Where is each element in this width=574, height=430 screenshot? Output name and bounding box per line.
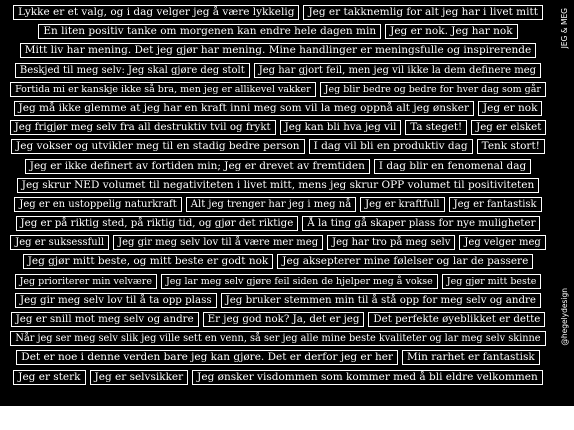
affirmation-chip: Jeg ønsker visdommen som kommer med å bli eldre velkommen [192,370,543,385]
designer-handle: @hegelydesign [560,288,569,346]
affirmation-chip: Det er noe i denne verden bare jeg kan gjøre. Det er derfor jeg er her [16,350,398,365]
affirmation-chip: Jeg er suksessfull [10,235,109,250]
affirmation-chip: Tenk stort! [477,139,545,154]
affirmation-chip: Jeg prioriterer min velvære [15,274,157,289]
affirmation-chip: Jeg velger meg [459,235,545,250]
affirmation-chip: I dag vil bli en produktiv dag [309,139,473,154]
affirmation-chip: Jeg må ikke glemme at jeg har en kraft inni meg som vil la meg oppnå alt jeg ønsker [14,101,474,116]
affirmation-chip: Jeg er nok. Jeg har nok [385,24,517,39]
affirmation-row [10,82,546,97]
affirmation-row [10,216,546,231]
affirmation-row [10,235,546,250]
affirmation-chip: Jeg gjør mitt beste [442,274,542,289]
affirmation-chip: Jeg lar meg selv gjøre feil siden de hjelper meg å vokse [161,274,438,289]
brand-label: JEG & MEG [560,8,569,49]
affirmation-row [10,370,546,385]
affirmation-row [10,101,546,116]
affirmation-row [10,312,546,327]
affirmation-row [10,43,546,58]
affirmation-row [10,350,546,365]
affirmation-chip: Jeg kan bli hva jeg vil [280,120,402,135]
affirmation-chip: Ta steget! [405,120,467,135]
affirmation-chip: Jeg er selvsikker [90,370,189,385]
affirmation-row [10,254,546,269]
affirmation-chip: Jeg gir meg selv lov til å ta opp plass [15,293,217,308]
affirmation-chip: Jeg er snill mot meg selv og andre [11,312,199,327]
affirmation-chip: Jeg har gjort feil, men jeg vil ikke la dem definere meg [254,63,541,78]
affirmation-row [10,63,546,78]
affirmation-chip: Jeg er sterk [13,370,85,385]
affirmation-chip: En liten positiv tanke om morgenen kan endre hele dagen min [38,24,381,39]
affirmation-row [10,331,546,346]
affirmation-row [10,139,546,154]
affirmation-chip: Jeg har tro på meg selv [327,235,455,250]
affirmation-row [10,120,546,135]
affirmation-chip: Er jeg god nok? Ja, det er jeg [203,312,365,327]
affirmation-chip: Jeg er fantastisk [449,197,542,212]
affirmation-chip: Min rarhet er fantastisk [402,350,540,365]
affirmation-chip: I dag blir en fenomenal dag [374,159,531,174]
affirmation-chip: Lykke er et valg, og i dag velger jeg å være lykkelig [13,5,299,20]
affirmation-chip: Jeg er en ustoppelig naturkraft [14,197,181,212]
affirmation-chip: Jeg blir bedre og bedre for hver dag som går [320,82,546,97]
affirmation-chip: Jeg gjør mitt beste, og mitt beste er godt nok [23,254,274,269]
affirmation-row [10,293,546,308]
affirmation-chip: Jeg er nok [478,101,543,116]
affirmation-chip: Jeg er ikke definert av fortiden min; Jeg er drevet av fremtiden [25,159,370,174]
affirmation-chip: Å la ting gå skaper plass for nye muligheter [302,216,540,231]
affirmation-chip: Alt jeg trenger har jeg i meg nå [186,197,356,212]
affirmation-chip: Jeg er på riktig sted, på riktig tid, og gjør det riktige [16,216,299,231]
affirmation-chip: Jeg er kraftfull [360,197,444,212]
affirmation-chip: Jeg er takknemlig for alt jeg har i livet mitt [303,5,542,20]
affirmation-chip: Fortida mi er kanskje ikke så bra, men jeg er allikevel vakker [10,82,316,97]
affirmation-chip: Jeg aksepterer mine følelser og lar de passere [277,254,533,269]
affirmation-chip: Jeg vokser og utvikler meg til en stadig bedre person [11,139,304,154]
affirmation-row [10,159,546,174]
affirmation-row [10,24,546,39]
affirmation-row [10,5,546,20]
affirmation-chip: Jeg bruker stemmen min til å stå opp for meg selv og andre [221,293,541,308]
affirmation-chip: Når jeg ser meg selv slik jeg ville sett en venn, så ser jeg alle mine beste kvaliteter og lar meg selv skinne [10,331,545,346]
affirmation-chip: Jeg skrur NED volumet til negativiteten i livet mitt, mens jeg skrur OPP volumet til positiviteten [17,178,540,193]
affirmation-chip: Det perfekte øyeblikket er dette [368,312,545,327]
affirmation-chip: Beskjed til meg selv: Jeg skal gjøre deg stolt [15,63,250,78]
affirmation-chip: Mitt liv har mening. Det jeg gjør har mening. Mine handlinger er meningsfulle og inspirerende [20,43,536,58]
affirmation-row [10,197,546,212]
affirmation-chip: Jeg er elsket [471,120,546,135]
affirmation-rows [10,5,546,389]
affirmation-row [10,178,546,193]
affirmation-row [10,274,546,289]
affirmation-chip: Jeg gir meg selv lov til å være mer meg [113,235,323,250]
affirmation-chip: Jeg frigjør meg selv fra all destruktiv tvil og frykt [10,120,276,135]
